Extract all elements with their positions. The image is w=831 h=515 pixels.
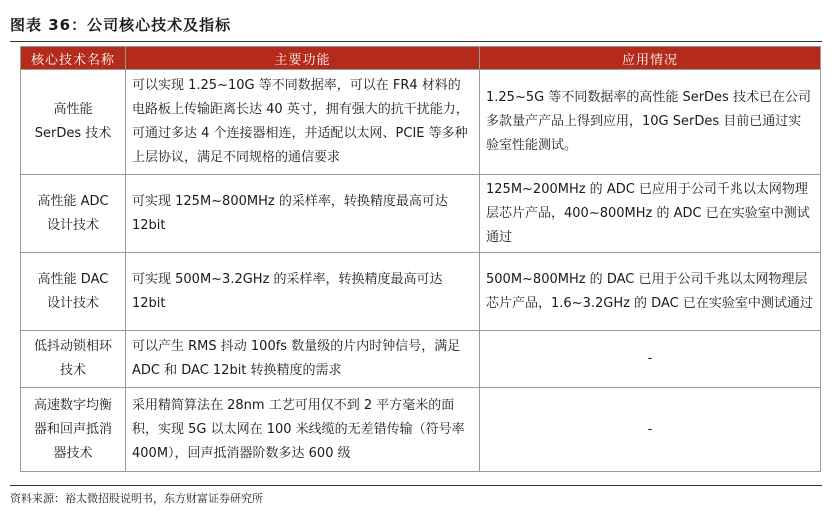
tech-name-line: 设计技术	[46, 217, 99, 233]
tech-name-line: 器和回声抵消	[33, 421, 112, 437]
header-tech-name: 核心技术名称	[21, 47, 126, 70]
application-cell: -	[480, 388, 821, 472]
tech-name-cell	[21, 331, 126, 388]
application-cell: 125M~200MHz 的 ADC 已应用于公司千兆以太网物理层芯片产品，400~800MHz 的 ADC 已在实验室中测试通过	[480, 175, 821, 253]
header-function: 主要功能	[126, 47, 480, 70]
application-cell: 1.25~5G 等不同数据率的高性能 SerDes 技术已在公司多款量产产品上得到应用，10G SerDes 目前已通过实验室性能测试。	[480, 70, 821, 175]
tech-name-line: 器技术	[53, 445, 93, 461]
function-cell: 可实现 500M~3.2GHz 的采样率，转换精度最高可达 12bit	[126, 253, 480, 331]
footer-divider	[10, 485, 822, 486]
tech-name-line: 低抖动锁相环	[33, 339, 112, 354]
source-note: 资料来源：裕太微招股说明书，东方财富证券研究所	[10, 492, 263, 505]
title-divider	[10, 41, 822, 42]
table-row	[21, 253, 821, 331]
table-row	[21, 175, 821, 253]
tech-name-cell	[21, 175, 126, 253]
tech-name-cell	[21, 70, 126, 175]
function-cell: 可实现 125M~800MHz 的采样率，转换精度最高可达 12bit	[126, 175, 480, 253]
function-cell: 可以产生 RMS 抖动 100fs 数量级的片内时钟信号，满足 ADC 和 DAC 12bit 转换精度的需求	[126, 331, 480, 388]
tech-name-line: 高性能 DAC	[37, 271, 109, 287]
tech-name-line: 设计技术	[46, 295, 99, 311]
tech-name-line: 技术	[59, 363, 86, 378]
figure-title: 图表 36：公司核心技术及指标	[10, 16, 232, 34]
function-cell: 可以实现 1.25~10G 等不同数据率，可以在 FR4 材料的电路板上传输距离长达 40 英寸，拥有强大的抗干扰能力，可通过多达 4 个连接器相连，并适配以太网、PCIE 等多种上层协议，满足不同规格的通信要求	[126, 70, 480, 175]
tech-name-line: 高性能 ADC	[37, 193, 109, 209]
header-row	[21, 47, 821, 70]
application-cell: -	[480, 331, 821, 388]
tech-name-cell	[21, 253, 126, 331]
core-tech-table	[20, 46, 821, 472]
application-cell: 500M~800MHz 的 DAC 已用于公司千兆以太网物理层芯片产品，1.6~3.2GHz 的 DAC 已在实验室中测试通过	[480, 253, 821, 331]
tech-name-line: 高性能	[53, 102, 93, 117]
tech-name-line: SerDes 技术	[34, 126, 112, 141]
function-cell: 采用精简算法在 28nm 工艺可用仅不到 2 平方毫米的面积，实现 5G 以太网在 100 米线缆的无差错传输（符号率 400M），回声抵消器阶数多达 600 级	[126, 388, 480, 472]
table-row	[21, 70, 821, 175]
tech-name-line: 高速数字均衡	[33, 397, 112, 413]
header-application: 应用情况	[480, 47, 821, 70]
tech-name-cell	[21, 388, 126, 472]
table-row	[21, 388, 821, 472]
table-row	[21, 331, 821, 388]
